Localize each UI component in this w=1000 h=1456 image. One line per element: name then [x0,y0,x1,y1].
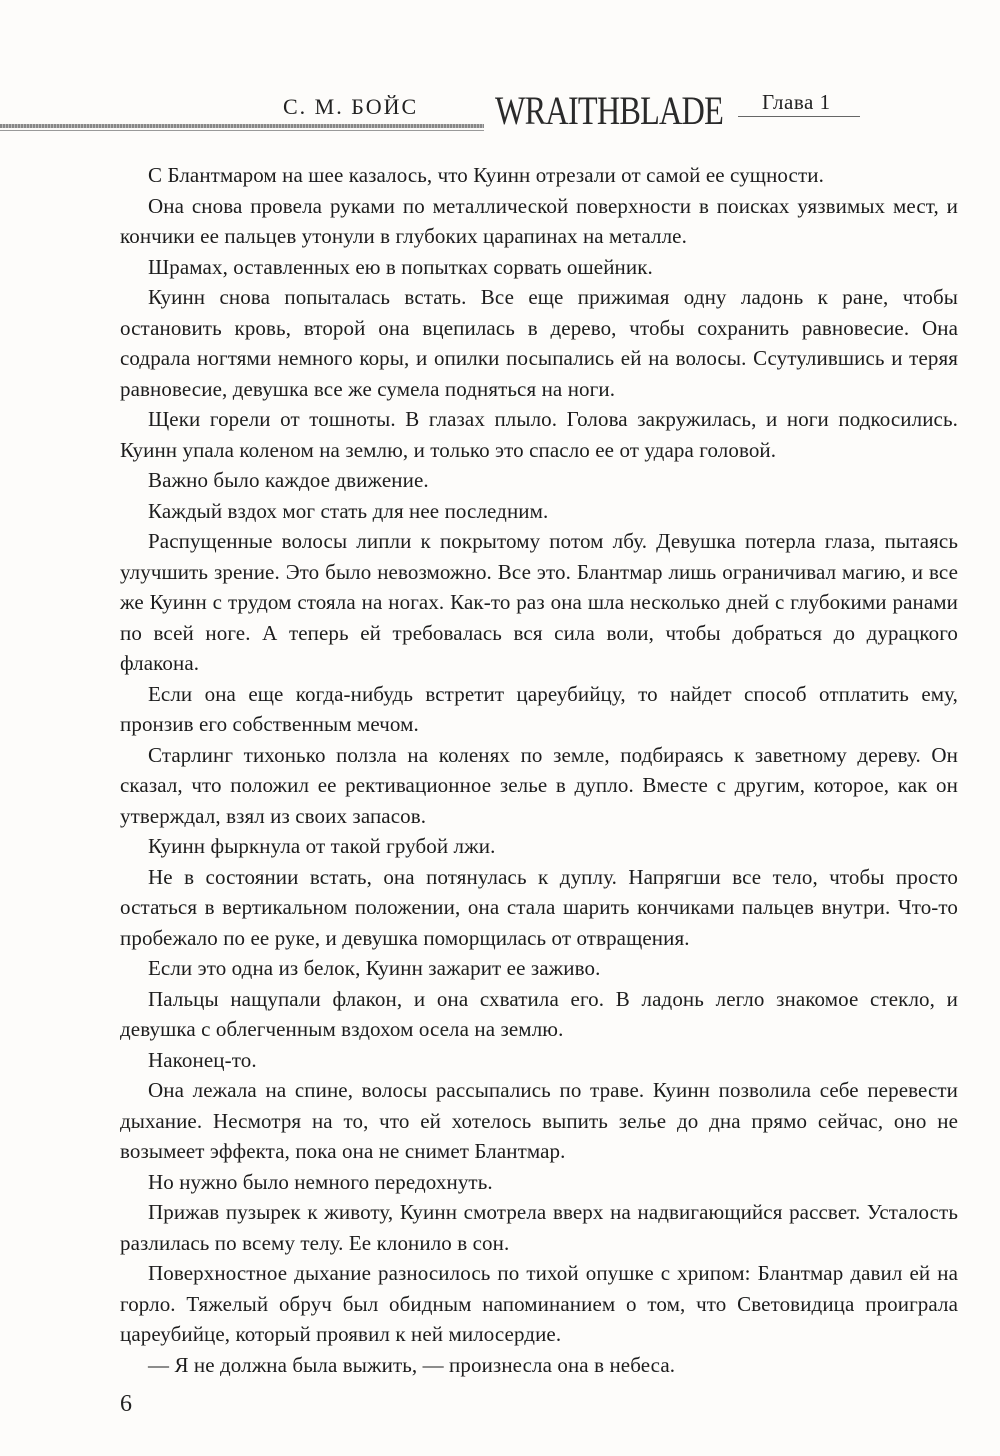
body-text [120,160,958,1380]
paragraph-4: Куинн снова попыталась встать. Все еще прижимая одну ладонь к ране, чтобы остановить кровь, второй она вцепилась в дерево, чтобы сохранить равновесие. Она содрала ногтями немного коры, и опилки посыпались ей на волосы. Ссутулившись и теряя равновесие, девушка все же сумела подняться на ноги. [120,285,958,401]
logo-text: WRAITHBLADE [495,88,723,133]
paragraph-18: Прижав пузырек к животу, Куинн смотрела вверх на надвигающийся рассвет. Усталость разлилась по всему телу. Ее клонило в сон. [120,1200,958,1255]
paragraph-9: Если она еще когда-нибудь встретит цареубийцу, то найдет способ отплатить ему, пронзив его собственным мечом. [120,681,958,736]
paragraph-14: Пальцы нащупали флакон, и она схватила его. В ладонь легло знакомое стекло, и девушка с облегченным вздохом осела на землю. [120,986,958,1041]
paragraph-20: — Я не должна была выжить, — произнесла она в небеса. [148,1352,676,1377]
paragraph-5: Щеки горели от тошноты. В глазах плыло. Голова закружилась, и ноги подкосились. Куинн упала коленом на землю, и только это спасло ее от удара головой. [120,407,958,462]
paragraph-11: Куинн фыркнула от такой грубой лжи. [148,834,496,858]
paragraph-7: Каждый вздох мог стать для нее последним. [148,498,549,523]
paragraph-1: С Блантмаром на шее казалось, что Куинн отрезали от самой ее сущности. [148,163,824,187]
paragraph-12: Не в состоянии встать, она потянулась к дуплу. Напрягши все тело, чтобы просто остаться в вертикальном положении, она стала шарить кончиками пальцев внутри. Что-то пробежало по ее руке, и девушка поморщилась от отвращения. [120,864,958,950]
paragraph-6: Важно было каждое движение. [148,468,429,492]
page-number: 6 [120,1391,132,1417]
header-rule-left-thin [0,130,484,131]
paragraph-3: Шрамах, оставленных ею в попытках сорвать ошейник. [148,254,653,279]
chapter-label: Глава 1 [762,90,831,114]
paragraph-16: Она лежала на спине, волосы рассыпались по траве. Куинн позволила себе перевести дыхание. Несмотря на то, что ей хотелось выпить зелье до дна прямо сейчас, оно не возымеет эффекта, пока она не снимет Блантмар. [120,1078,958,1163]
paragraph-17: Но нужно было немного передохнуть. [148,1169,493,1194]
paragraph-2: Она снова провела руками по металлической поверхности в поисках уязвимых мест, и кончики ее пальцев утонули в глубоких царапинах на металле. [120,193,958,248]
paragraph-8: Распущенные волосы липли к покрытому потом лбу. Девушка потерла глаза, пытаясь улучшить зрение. Это было невозможно. Все это. Блантмар лишь ограничивал магию, и все же Куинн с трудом стояла на ногах. Как-то раз она шла несколько дней с глубокими ранами по всей ноге. А теперь ей требовалась вся сила воли, чтобы добраться до дурацкого флакона. [120,529,958,675]
author-name: С. М. БОЙС [283,94,419,119]
paragraph-10: Старлинг тихонько ползла на коленях по земле, подбираясь к заветному дереву. Он сказал, что положил ее рективационное зелье в дупло. Вместе с другим, которое, как он утверждал, взял из своих запасов. [120,742,958,828]
paragraph-13: Если это одна из белок, Куинн зажарит ее заживо. [148,956,601,980]
header-rule-left [0,124,484,128]
paragraph-19: Поверхностное дыхание разносилось по тихой опушке с хрипом: Блантмар давил ей на горло. Тяжелый обруч был обидным напоминанием о том, что Световидица проиграла цареубийце, который проявил к ней милосердие. [120,1261,958,1346]
header-rule-right [738,116,860,117]
book-title-logo [493,88,725,132]
paragraph-15: Наконец-то. [148,1047,257,1072]
